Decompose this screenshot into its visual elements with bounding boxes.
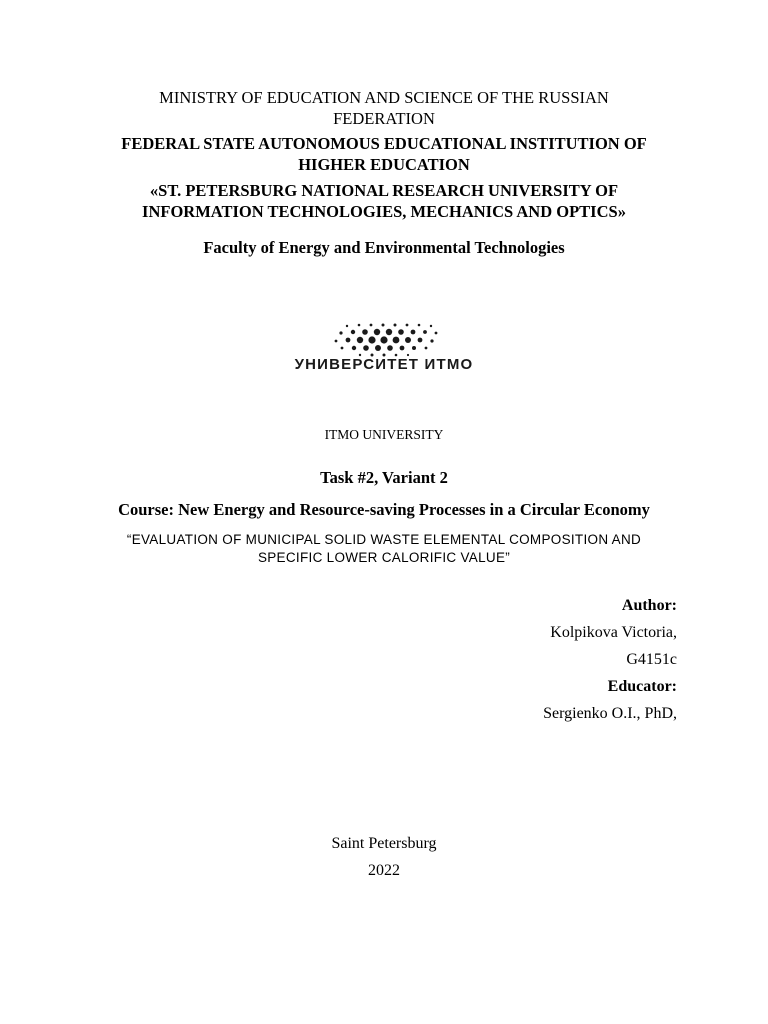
topic-line-2: SPECIFIC LOWER CALORIFIC VALUE” [257,550,511,565]
city: Saint Petersburg [331,835,437,852]
educator-name: Sergienko O.I., PhD, [543,705,677,722]
ministry-line-2: FEDERATION [333,109,435,128]
educator-label: Educator: [607,678,677,695]
topic-line-1: “EVALUATION OF MUNICIPAL SOLID WASTE ELEMENTAL COMPOSITION AND [126,532,642,547]
topic-title [0,531,768,567]
author-group: G4151c [626,651,677,668]
university-line-1: «ST. PETERSBURG NATIONAL RESEARCH UNIVERSITY OF [149,181,619,200]
institution-line-1: FEDERAL STATE AUTONOMOUS EDUCATIONAL INSTITUTION OF [121,134,647,153]
university-name: ITMO UNIVERSITY [324,427,444,442]
institution-line-2: HIGHER EDUCATION [298,155,470,174]
author-label: Author: [621,597,677,614]
year: 2022 [368,862,400,879]
logo-wordmark: УНИВЕРСИТЕТ ИТМО [294,356,474,373]
ministry-line-1: MINISTRY OF EDUCATION AND SCIENCE OF THE RUSSIAN [159,88,609,107]
ministry-heading [0,87,768,129]
university-heading [0,180,768,222]
university-line-2: INFORMATION TECHNOLOGIES, MECHANICS AND OPTICS» [142,202,626,221]
task-title: Task #2, Variant 2 [320,468,448,487]
faculty-heading: Faculty of Energy and Environmental Technologies [203,238,565,257]
author-name: Kolpikova Victoria, [550,624,677,641]
course-title: Course: New Energy and Resource-saving Processes in a Circular Economy [118,500,650,519]
institution-heading [0,133,768,175]
